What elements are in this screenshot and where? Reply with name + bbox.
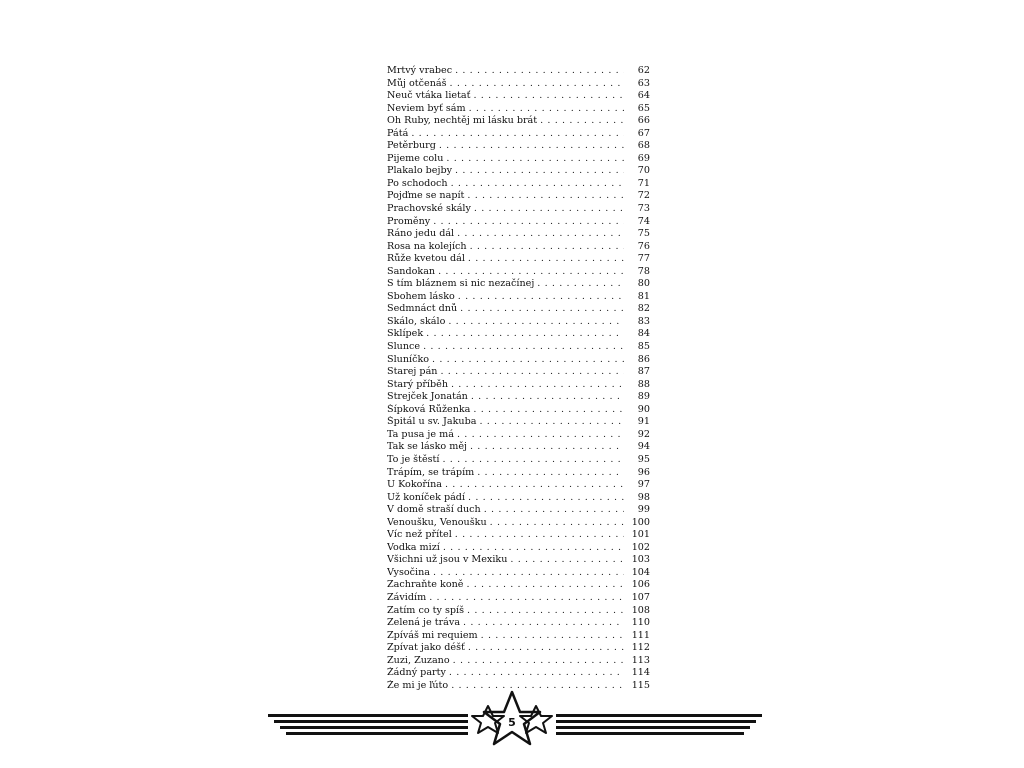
toc-entry-title: Neuč vtáka lietať: [387, 90, 471, 102]
toc-entry: [387, 605, 650, 618]
toc-entry-title: S tím bláznem si nic nezačínej: [387, 278, 535, 290]
toc-leader-dots: [426, 328, 624, 341]
toc-entry-title: Pijeme colu: [387, 152, 444, 164]
toc-entry-page: 98: [637, 491, 650, 503]
toc-entry-title: Sluníčko: [387, 353, 430, 365]
toc-leader-dots: [470, 441, 624, 454]
toc-entry: [387, 454, 650, 467]
footer-ornament: [268, 690, 762, 750]
toc-entry: [387, 429, 650, 442]
toc-entry: [387, 404, 650, 417]
toc-leader-dots: [455, 529, 624, 542]
toc-entry-page: 112: [631, 642, 650, 654]
toc-entry: [387, 266, 650, 279]
toc-leader-dots: [453, 655, 624, 668]
toc-entry-title: To je štěstí: [387, 453, 440, 465]
toc-entry-title: Petěrburg: [387, 140, 436, 152]
toc-leader-dots: [540, 115, 624, 128]
toc-entry-page: 62: [637, 65, 650, 76]
toc-entry-title: Zatím co ty spíš: [387, 604, 465, 616]
toc-leader-dots: [484, 504, 624, 517]
toc-leader-dots: [450, 78, 624, 91]
toc-entry-title: Závidím: [387, 591, 427, 603]
toc-entry-title: Pátá: [387, 127, 409, 139]
toc-entry-title: Mrtvý vrabec: [387, 65, 453, 76]
toc-entry-page: 97: [637, 479, 650, 491]
toc-entry: [387, 416, 650, 429]
toc-entry-page: 114: [631, 667, 650, 679]
toc-entry-title: Zuzi, Zuzano: [387, 654, 450, 666]
toc-entry-title: Sedmnáct dnů: [387, 303, 458, 315]
toc-entry: [387, 579, 650, 592]
toc-entry-page: 76: [637, 240, 650, 252]
toc-leader-dots: [457, 228, 624, 241]
toc-entry-page: 99: [637, 504, 650, 516]
toc-leader-dots: [473, 404, 624, 417]
toc-leader-dots: [474, 90, 625, 103]
toc-leader-dots: [469, 103, 624, 116]
toc-entry: [387, 65, 650, 78]
toc-leader-dots: [463, 617, 624, 630]
toc-leader-dots: [537, 278, 624, 291]
toc-entry-title: Šípková Růženka: [387, 403, 471, 415]
toc-entry-page: 96: [637, 466, 650, 478]
toc-entry-page: 65: [637, 102, 650, 114]
toc-entry: [387, 291, 650, 304]
toc-entry-title: Zelená je tráva: [387, 617, 461, 629]
toc-entry: [387, 630, 650, 643]
toc-entry-title: Trápím, se trápím: [387, 466, 475, 478]
toc-leader-dots: [477, 467, 624, 480]
toc-entry-page: 63: [637, 77, 650, 89]
toc-entry: [387, 504, 650, 517]
toc-leader-dots: [432, 354, 624, 367]
toc-entry-page: 70: [637, 165, 650, 177]
toc-entry-title: Můj otčenáš: [387, 77, 447, 89]
toc-entry: [387, 253, 650, 266]
right-stripes: [556, 714, 762, 735]
toc-entry-title: Sklípek: [387, 328, 424, 340]
toc-entry-title: Žádný party: [387, 667, 446, 679]
toc-leader-dots: [429, 592, 624, 605]
toc-entry-page: 87: [637, 366, 650, 378]
page-footer: [268, 690, 762, 750]
toc-leader-dots: [455, 65, 624, 78]
toc-entry: [387, 366, 650, 379]
toc-entry: [387, 341, 650, 354]
left-stripes: [268, 714, 468, 735]
toc-leader-dots: [460, 303, 624, 316]
toc-entry: [387, 178, 650, 191]
toc-entry-title: Špitál u sv. Jakuba: [387, 416, 477, 428]
toc-leader-dots: [446, 153, 624, 166]
toc-leader-dots: [468, 253, 624, 266]
toc-entry-title: Ta pusa je má: [387, 428, 454, 440]
toc-entry-page: 94: [637, 441, 650, 453]
toc-entry: [387, 328, 650, 341]
toc-leader-dots: [470, 241, 624, 254]
toc-leader-dots: [467, 605, 624, 618]
toc-entry-title: Plakalo bejby: [387, 165, 453, 177]
toc-entry-title: Tak se lásko měj: [387, 441, 467, 453]
toc-entry: [387, 153, 650, 166]
toc-entry-page: 104: [631, 566, 650, 578]
toc-entry-page: 111: [631, 629, 650, 641]
toc-leader-dots: [439, 140, 624, 153]
toc-leader-dots: [455, 165, 624, 178]
toc-entry: [387, 140, 650, 153]
toc-entry-title: Ráno jedu dál: [387, 228, 455, 240]
toc-entry: [387, 667, 650, 680]
toc-entry-title: Starej pán: [387, 366, 438, 378]
toc-leader-dots: [438, 266, 624, 279]
toc-entry-page: 81: [637, 290, 650, 302]
toc-entry: [387, 203, 650, 216]
toc-entry-page: 68: [637, 140, 650, 152]
toc-entry: [387, 529, 650, 542]
toc-entry-page: 73: [637, 203, 650, 215]
toc-entry-page: 83: [637, 315, 650, 327]
page-number: 5: [508, 716, 516, 729]
toc-entry: [387, 554, 650, 567]
toc-leader-dots: [481, 630, 624, 643]
toc-leader-dots: [433, 216, 624, 229]
toc-entry-page: 100: [631, 516, 650, 528]
toc-entry-title: Zpívat jako déšť: [387, 642, 465, 654]
toc-entry: [387, 354, 650, 367]
toc-entry: [387, 228, 650, 241]
toc-entry-page: 77: [637, 253, 650, 265]
toc-leader-dots: [451, 379, 624, 392]
toc-entry-title: Zpíváš mi requiem: [387, 629, 478, 641]
toc-leader-dots: [445, 479, 624, 492]
toc-leader-dots: [451, 178, 624, 191]
toc-entry-page: 90: [637, 403, 650, 415]
toc-entry: [387, 115, 650, 128]
toc-entry: [387, 592, 650, 605]
toc-entry-title: Už koníček pádí: [387, 491, 466, 503]
toc-entry: [387, 492, 650, 505]
toc-leader-dots: [468, 642, 624, 655]
toc-entry-page: 106: [631, 579, 650, 591]
toc-leader-dots: [466, 579, 624, 592]
toc-entry: [387, 128, 650, 141]
toc-leader-dots: [458, 291, 624, 304]
toc-entry: [387, 90, 650, 103]
toc-entry: [387, 103, 650, 116]
toc-entry-title: Rosa na kolejích: [387, 240, 467, 252]
toc-leader-dots: [433, 567, 624, 580]
toc-leader-dots: [423, 341, 624, 354]
toc-entry-title: Zachraňte koně: [387, 579, 464, 591]
toc-entry-page: 103: [631, 554, 650, 566]
toc-entry-page: 67: [637, 127, 650, 139]
toc-entry-title: U Kokořína: [387, 479, 442, 491]
toc-entry-page: 85: [637, 341, 650, 353]
toc-leader-dots: [449, 667, 624, 680]
toc-entry-page: 64: [637, 90, 650, 102]
toc-entry-page: 78: [637, 265, 650, 277]
toc-leader-dots: [411, 128, 624, 141]
toc-entry-page: 101: [631, 529, 650, 541]
toc-leader-dots: [443, 542, 624, 555]
toc-entry: [387, 278, 650, 291]
toc-leader-dots: [457, 429, 624, 442]
table-of-contents: [387, 65, 650, 692]
toc-entry: [387, 391, 650, 404]
toc-entry: [387, 216, 650, 229]
toc-entry: [387, 655, 650, 668]
toc-entry-title: Růže kvetou dál: [387, 253, 465, 265]
toc-entry: [387, 617, 650, 630]
toc-entry: [387, 479, 650, 492]
toc-entry-title: Slunce: [387, 341, 421, 353]
toc-entry-title: Strejček Jonatán: [387, 391, 468, 403]
toc-entry-page: 115: [631, 679, 650, 691]
toc-entry: [387, 441, 650, 454]
toc-entry-page: 72: [637, 190, 650, 202]
toc-entry-page: 74: [637, 215, 650, 227]
toc-entry: [387, 467, 650, 480]
toc-entry-page: 107: [631, 591, 650, 603]
toc-entry-page: 110: [631, 617, 650, 629]
toc-entry-title: Sandokan: [387, 265, 436, 277]
toc-entry: [387, 190, 650, 203]
toc-entry-page: 71: [637, 177, 650, 189]
toc-leader-dots: [490, 517, 624, 530]
toc-leader-dots: [440, 366, 624, 379]
toc-entry-title: Vodka mizí: [387, 541, 440, 553]
toc-leader-dots: [471, 391, 624, 404]
toc-entry: [387, 165, 650, 178]
toc-entry: [387, 642, 650, 655]
toc-entry-title: Sbohem lásko: [387, 290, 455, 302]
toc-entry: [387, 241, 650, 254]
toc-entry-page: 91: [637, 416, 650, 428]
toc-entry: [387, 303, 650, 316]
toc-entry-title: Víc než přítel: [387, 529, 452, 541]
toc-leader-dots: [468, 492, 624, 505]
toc-entry-page: 86: [637, 353, 650, 365]
toc-entry: [387, 316, 650, 329]
toc-entry-page: 82: [637, 303, 650, 315]
toc-entry-title: Pojďme se napít: [387, 190, 465, 202]
toc-leader-dots: [448, 316, 624, 329]
toc-entry-page: 80: [637, 278, 650, 290]
toc-entry-page: 92: [637, 428, 650, 440]
toc-leader-dots: [479, 416, 624, 429]
toc-entry-title: Neviem byť sám: [387, 102, 466, 114]
toc-entry-page: 89: [637, 391, 650, 403]
toc-leader-dots: [474, 203, 624, 216]
toc-entry-title: Starý příběh: [387, 378, 448, 390]
toc-entry-page: 113: [631, 654, 650, 666]
toc-entry: [387, 542, 650, 555]
toc-entry-title: Prachovské skály: [387, 203, 471, 215]
toc-entry-title: V domě straší duch: [387, 504, 481, 516]
toc-entry: [387, 78, 650, 91]
toc-leader-dots: [442, 454, 624, 467]
toc-entry-title: Že mi je ľúto: [387, 679, 449, 691]
toc-entry-page: 88: [637, 378, 650, 390]
toc-entry-page: 102: [631, 541, 650, 553]
toc-entry-title: Oh Ruby, nechtěj mi lásku brát: [387, 115, 538, 127]
toc-entry-page: 66: [637, 115, 650, 127]
toc-entry-page: 84: [637, 328, 650, 340]
toc-entry-page: 69: [637, 152, 650, 164]
toc-leader-dots: [467, 190, 624, 203]
toc-entry-title: Venoušku, Venoušku: [387, 516, 487, 528]
toc-entry-title: Proměny: [387, 215, 431, 227]
toc-entry-page: 108: [631, 604, 650, 616]
toc-leader-dots: [510, 554, 624, 567]
toc-entry: [387, 567, 650, 580]
toc-entry-page: 75: [637, 228, 650, 240]
toc-entry-title: Skálo, skálo: [387, 315, 446, 327]
toc-entry-page: 95: [637, 453, 650, 465]
toc-entry: [387, 517, 650, 530]
toc-entry-title: Všichni už jsou v Mexiku: [387, 554, 508, 566]
toc-entry-title: Po schodoch: [387, 177, 448, 189]
toc-entry-title: Vysočina: [387, 566, 430, 578]
toc-entry: [387, 379, 650, 392]
